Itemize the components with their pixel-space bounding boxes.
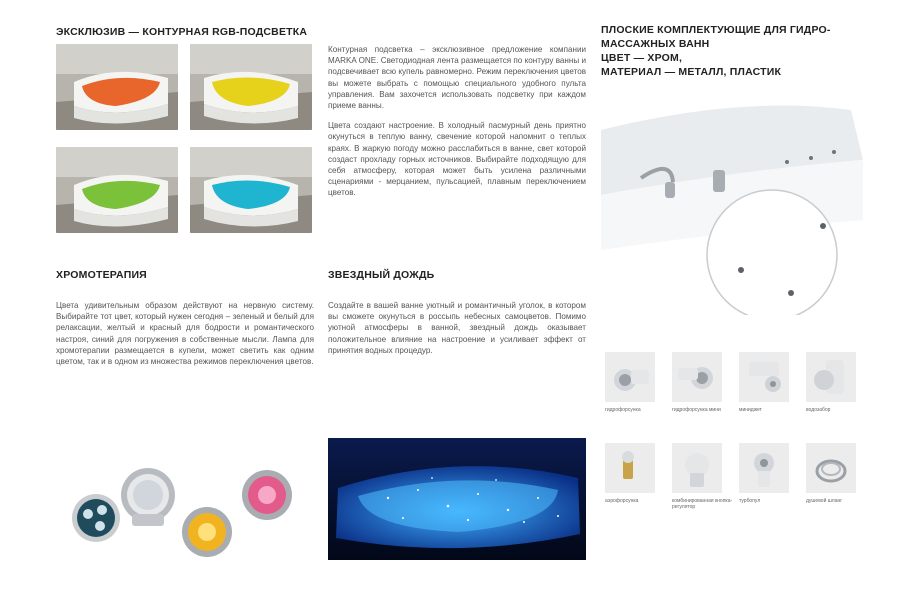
exclusive-text <box>328 44 586 208</box>
chromotherapy-title: ХРОМОТЕРАПИЯ <box>56 269 147 281</box>
components-title-line-1: ПЛОСКИЕ КОМПЛЕКТУЮЩИЕ ДЛЯ ГИДРО- <box>601 24 831 36</box>
chromotherapy-lamps-image <box>56 440 318 560</box>
part-water-intake-image <box>806 352 856 402</box>
exclusive-paragraph-1: Контурная подсветка – эксклюзивное предложение компании MARKA ONE. Светодиодная лента размещается по контуру ванны и подсвечивает всю купель равномерно. Режим переключения цветов вы можете выбрать с помощью специального удобного пульта управления. Вам захочется использовать подсветку при каждом приеме ванны. <box>328 45 586 111</box>
part-shower-hose-image <box>806 443 856 493</box>
part-label-2: гидрофорсунка мини <box>672 407 721 413</box>
part-minijet-image <box>739 352 789 402</box>
rgb-tile-orange <box>56 44 178 130</box>
part-hydro-nozzle-image <box>605 352 655 402</box>
part-label-7: турбопул <box>739 498 761 504</box>
part-label-6: комбинированная кнопка-регулятор <box>672 498 733 510</box>
bathtub-cyan-image <box>190 147 312 233</box>
part-air-nozzle-image <box>605 443 655 493</box>
chromotherapy-text: Цвета удивительным образом действуют на нервную систему. Выбирайте тот цвет, который нужен сегодня – зеленый и белый для релаксации, желтый и красный для бодрости и романтического настроя, синий для погружения в собственные мысли. Лампа для хромотерапии размещается в купели, может светить как одним цветом, так и в одном из множества режимов переключения цветов. <box>56 301 314 367</box>
starry-rain-text: Создайте в вашей ванне уютный и романтичный уголок, в котором вы сможете окунуться в россыпь небесных самоцветов. Помимо уютной атмосферы в ванной, звездный дождь оказывает положительное влияние на настроение и усиливает эффект от принятия водных процедур. <box>328 301 586 355</box>
components-title-line-3: ЦВЕТ — ХРОМ, <box>601 52 683 64</box>
bathtub-yellow-image <box>190 44 312 130</box>
part-label-3: миниджет <box>739 407 762 413</box>
part-label-4: водозабор <box>806 407 831 413</box>
bathtub-orange-image <box>56 44 178 130</box>
part-combo-button-image <box>672 443 722 493</box>
hydromassage-bath-image <box>601 100 871 315</box>
part-label-1: гидрофорсунка <box>605 407 641 413</box>
part-hydro-nozzle-mini-image <box>672 352 722 402</box>
rgb-tile-green <box>56 147 178 233</box>
components-title-line-2: МАССАЖНЫХ ВАНН <box>601 38 710 50</box>
rgb-tile-cyan <box>190 147 312 233</box>
part-label-5: аэрофорсунка <box>605 498 639 504</box>
starry-rain-image <box>328 438 586 560</box>
part-label-8: душевой шланг <box>806 498 843 504</box>
components-title-line-4: МАТЕРИАЛ — МЕТАЛЛ, ПЛАСТИК <box>601 66 782 78</box>
rgb-tile-yellow <box>190 44 312 130</box>
components-title <box>601 23 871 79</box>
exclusive-paragraph-2: Цвета создают настроение. В холодный пасмурный день приятно окунуться в теплую ванну, свечение которой напомнит о теплых краях. В жаркую погоду можно расслабиться в ванне, свет которой создаст прохладу горных источников. Выбирайте подходящую для себя атмосферу, которая может быть усилена различными сценариями - мерцанием, пульсацией, плавным переключением цветов. <box>328 121 586 198</box>
part-turbopool-image <box>739 443 789 493</box>
starry-rain-title: ЗВЕЗДНЫЙ ДОЖДЬ <box>328 269 435 281</box>
bathtub-green-image <box>56 147 178 233</box>
exclusive-title: ЭКСКЛЮЗИВ — КОНТУРНАЯ RGB-ПОДСВЕТКА <box>56 26 308 38</box>
